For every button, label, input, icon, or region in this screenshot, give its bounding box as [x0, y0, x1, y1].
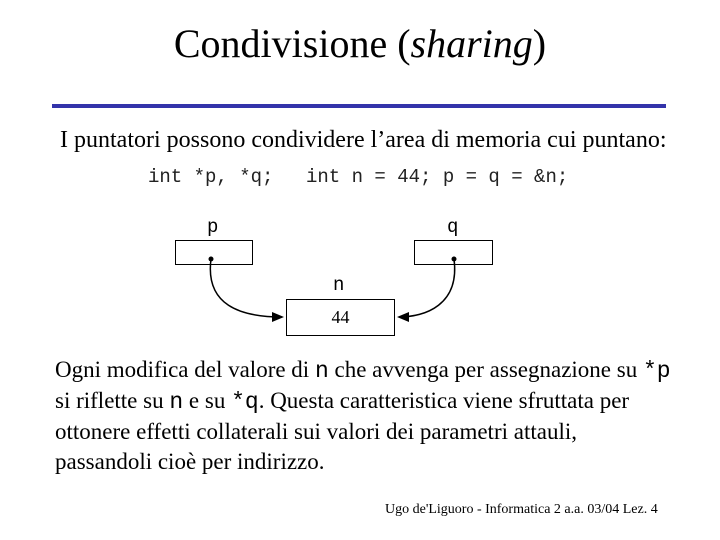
paragraph-code-q: *q	[231, 389, 259, 415]
variable-n-label: n	[333, 274, 345, 296]
title-end: )	[532, 21, 547, 66]
intro-text: I puntatori possono condividere l’area di memoria cui puntano:	[60, 127, 667, 153]
pointer-p-label: p	[207, 216, 219, 238]
variable-n-value: 44	[331, 307, 350, 327]
slide-footer: Ugo de'Liguoro - Informatica 2 a.a. 03/04 Lez. 4	[385, 502, 658, 517]
explanation-paragraph	[55, 355, 675, 477]
paragraph-text-4: e su	[183, 388, 232, 413]
paragraph-text-3: si riflette su	[55, 388, 170, 413]
code-declaration: int *p, *q;	[148, 166, 274, 188]
paragraph-code-p: *p	[642, 358, 671, 384]
arrow-q-to-n	[399, 259, 455, 317]
title-main: Condivisione (	[173, 21, 411, 66]
paragraph-text-5: . Questa caratteristica viene sfruttata per ottonere effetti collaterali sui valori dei parametri attauli, passandoli cioè per indirizzo.	[55, 388, 630, 474]
arrow-p-to-n	[210, 259, 282, 317]
paragraph-text-1: Ogni modifica del valore di	[55, 357, 315, 382]
paragraph-text-2: che avvenga per assegnazione su	[328, 357, 643, 382]
pointer-q-label: q	[447, 216, 459, 238]
paragraph-code-n: n	[314, 358, 329, 384]
code-assignment: int n = 44; p = q = &n;	[306, 166, 569, 188]
title-italic: sharing	[410, 21, 533, 66]
paragraph-code-n2: n	[169, 389, 184, 415]
